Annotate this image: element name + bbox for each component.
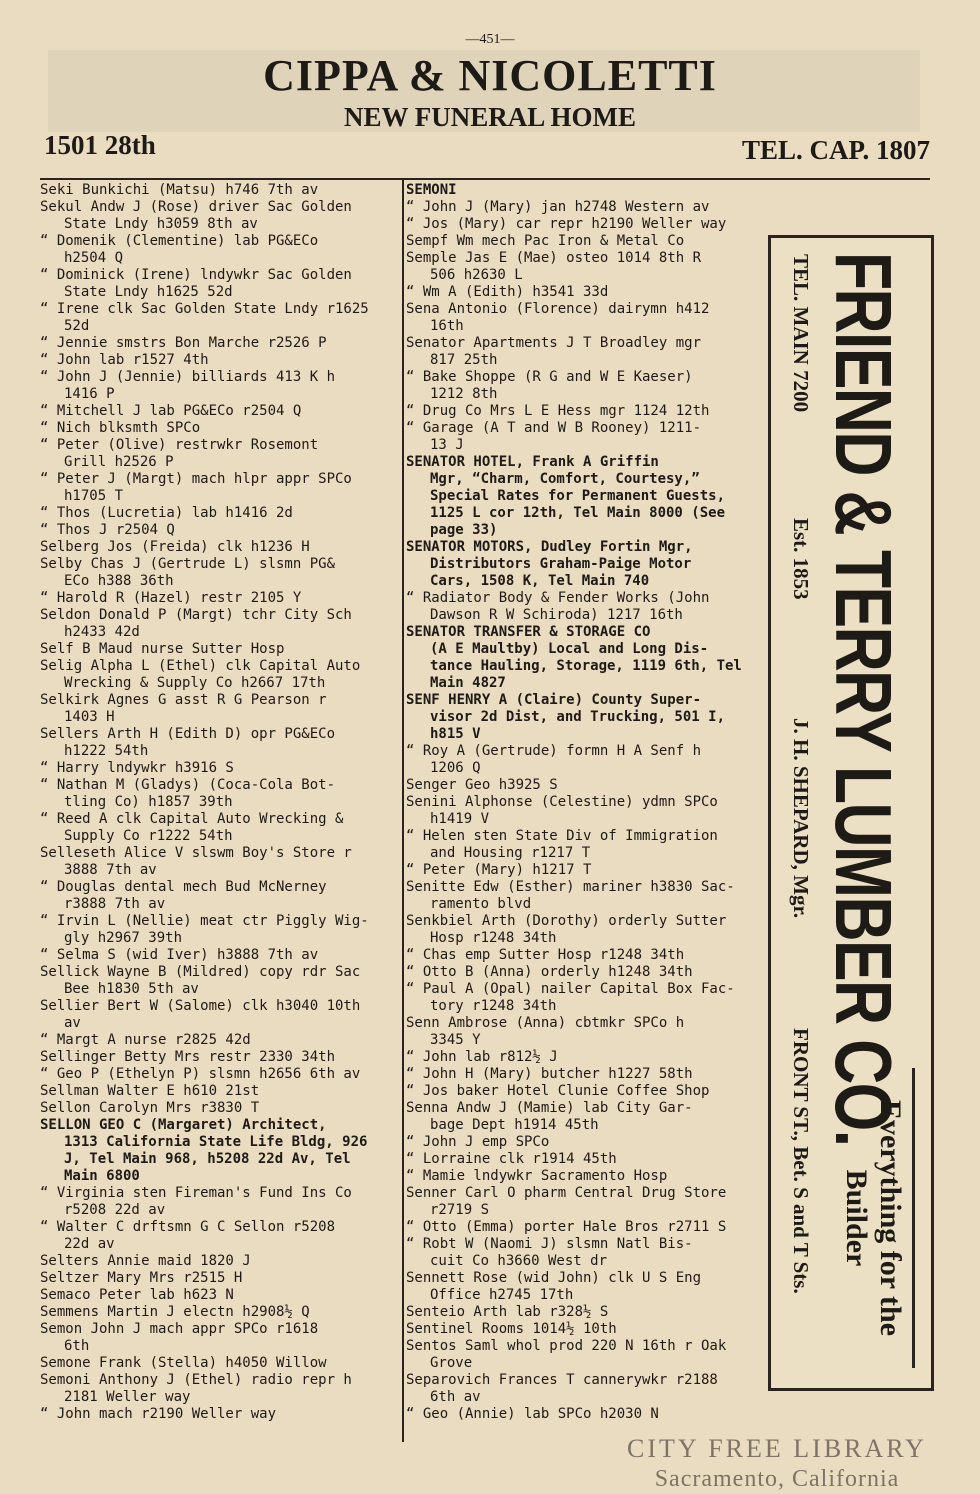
directory-entry: Main 6800 [64, 1168, 140, 1184]
directory-entry: Selberg Jos (Freida) clk h1236 H [40, 539, 310, 555]
directory-entry: “ Mitchell J lab PG&ECo r2504 Q [40, 403, 302, 419]
directory-entry: Dawson R W Schiroda) 1217 16th [430, 607, 683, 623]
directory-entry: “ Walter C drftsmn G C Sellon r5208 [40, 1219, 336, 1235]
directory-entry: “ Harold R (Hazel) restr 2105 Y [40, 590, 302, 606]
ad-phone: TEL. MAIN 7200 [789, 254, 813, 413]
directory-entry: Seki Bunkichi (Matsu) h746 7th av [40, 182, 319, 198]
directory-entry: Self B Maud nurse Sutter Hosp [40, 641, 285, 657]
directory-entry: 3345 Y [430, 1032, 481, 1048]
directory-entry: SEMONI [406, 182, 457, 198]
directory-entry: Main 4827 [430, 675, 506, 691]
directory-entry: Senator Apartments J T Broadley mgr [406, 335, 702, 351]
directory-entry: 13 J [430, 437, 464, 453]
directory-entry: Semoni Anthony J (Ethel) radio repr h [40, 1372, 352, 1388]
directory-entry: “ Irene clk Sac Golden State Lndy r1625 [40, 301, 369, 317]
directory-entry: Senger Geo h3925 S [406, 777, 558, 793]
directory-entry: Sellier Bert W (Salome) clk h3040 10th [40, 998, 361, 1014]
directory-entry: SENATOR TRANSFER & STORAGE CO [406, 624, 651, 640]
directory-entry: 1206 Q [430, 760, 481, 776]
directory-entry: 1403 H [64, 709, 115, 725]
ad-tagline-rule [912, 1068, 915, 1368]
directory-entry: “ John lab r812½ J [406, 1049, 558, 1065]
directory-entry: “ Virginia sten Fireman's Fund Ins Co [40, 1185, 352, 1201]
directory-entry: h815 V [430, 726, 481, 742]
ad-company-name: FRIEND & TERRY LUMBER CO. [819, 252, 908, 1146]
directory-entry: 6th [64, 1338, 90, 1354]
directory-entry: “ Douglas dental mech Bud McNerney [40, 879, 327, 895]
header-address: 1501 28th [44, 130, 156, 160]
directory-entry: State Lndy h1625 52d [64, 284, 233, 300]
directory-entry: “ Nich blksmth SPCo [40, 420, 201, 436]
directory-entry: 6th av [430, 1389, 481, 1405]
directory-entry: Semaco Peter lab h623 N [40, 1287, 234, 1303]
directory-entry: Office h2745 17th [430, 1287, 574, 1303]
library-stamp [612, 1434, 942, 1494]
directory-entry: 506 h2630 L [430, 267, 523, 283]
directory-entry: Distributors Graham-Paige Motor [430, 556, 692, 572]
directory-entry: r2719 S [430, 1202, 490, 1218]
directory-entry: Sellick Wayne B (Mildred) copy rdr Sac [40, 964, 361, 980]
directory-entry: Sentos Saml whol prod 220 N 16th r Oak [406, 1338, 727, 1354]
directory-entry: “ John J emp SPCo [406, 1134, 550, 1150]
header-title: CIPPA & NICOLETTI [263, 51, 717, 100]
directory-entry: J, Tel Main 968, h5208 22d Av, Tel [64, 1151, 351, 1167]
directory-entry: “ Lorraine clk r1914 45th [406, 1151, 617, 1167]
ad-rotated-content [771, 238, 931, 1388]
directory-entry: tance Hauling, Storage, 1119 6th, Tel [430, 658, 742, 674]
directory-entry: ECo h388 36th [64, 573, 174, 589]
directory-entry: r3888 7th av [64, 896, 166, 912]
stamp-line-1: CITY FREE LIBRARY [627, 1434, 927, 1463]
directory-entry: bage Dept h1914 45th [430, 1117, 599, 1133]
directory-entry: “ Peter (Olive) restrwkr Rosemont [40, 437, 319, 453]
ad-manager: J. H. SHEPARD, Mgr. [789, 718, 813, 919]
lumber-advertisement [768, 235, 934, 1391]
ad-established: Est. 1853 [789, 518, 813, 600]
directory-entry: 1416 P [64, 386, 115, 402]
directory-entry: “ Dominick (Irene) lndywkr Sac Golden [40, 267, 352, 283]
directory-entry: Wrecking & Supply Co h2667 17th [64, 675, 326, 691]
directory-entry: “ John J (Mary) jan h2748 Western av [406, 199, 710, 215]
directory-entry: “ Jos baker Hotel Clunie Coffee Shop [406, 1083, 710, 1099]
directory-entry: Senini Alphonse (Celestine) ydmn SPCo [406, 794, 718, 810]
directory-entry: “ Geo P (Ethelyn P) slsmn h2656 6th av [40, 1066, 361, 1082]
directory-entry: SELLON GEO C (Margaret) Architect, [40, 1117, 327, 1133]
directory-entry: Senitte Edw (Esther) mariner h3830 Sac- [406, 879, 735, 895]
directory-entry: Special Rates for Permanent Guests, [430, 488, 726, 504]
directory-entry: Sentinel Rooms 1014½ 10th [406, 1321, 617, 1337]
directory-entry: r5208 22d av [64, 1202, 166, 1218]
directory-entry: 2181 Weller way [64, 1389, 191, 1405]
directory-entry: “ Paul A (Opal) nailer Capital Box Fac- [406, 981, 735, 997]
directory-entry: “ Helen sten State Div of Immigration [406, 828, 718, 844]
ad-address: FRONT ST., Bet. S and T Sts. [789, 1028, 813, 1294]
directory-entry: SENATOR MOTORS, Dudley Fortin Mgr, [406, 539, 693, 555]
directory-entry: 1125 L cor 12th, Tel Main 8000 (See [430, 505, 726, 521]
directory-entry: “ Otto (Emma) porter Hale Bros r2711 S [406, 1219, 727, 1235]
directory-entry: Sellon Carolyn Mrs r3830 T [40, 1100, 260, 1116]
directory-entry: SENF HENRY A (Claire) County Super- [406, 692, 702, 708]
directory-entry: Grove [430, 1355, 473, 1371]
left-column [40, 182, 396, 1423]
directory-entry: “ Wm A (Edith) h3541 33d [406, 284, 609, 300]
directory-entry: “ Selma S (wid Iver) h3888 7th av [40, 947, 319, 963]
column-divider [402, 180, 404, 1442]
directory-entry: Selters Annie maid 1820 J [40, 1253, 251, 1269]
directory-entry: 16th [430, 318, 464, 334]
directory-entry: “ Thos J r2504 Q [40, 522, 175, 538]
directory-entry: h2504 Q [64, 250, 124, 266]
directory-entry: Sellman Walter E h610 21st [40, 1083, 260, 1099]
directory-entry: 22d av [64, 1236, 115, 1252]
directory-entry: “ Radiator Body & Fender Works (John [406, 590, 710, 606]
directory-entry: SENATOR HOTEL, Frank A Griffin [406, 454, 659, 470]
stamp-line-2: Sacramento, California [654, 1466, 900, 1492]
directory-entry: “ Otto B (Anna) orderly h1248 34th [406, 964, 693, 980]
directory-entry: Selkirk Agnes G asst R G Pearson r [40, 692, 327, 708]
directory-entry: tory r1248 34th [430, 998, 557, 1014]
directory-entry: “ Domenik (Clementine) lab PG&ECo [40, 233, 319, 249]
directory-entry: Separovich Frances T cannerywkr r2188 [406, 1372, 718, 1388]
directory-entry: 1212 8th [430, 386, 498, 402]
directory-entry: Semone Frank (Stella) h4050 Willow [40, 1355, 327, 1371]
directory-entry: “ Reed A clk Capital Auto Wrecking & [40, 811, 344, 827]
directory-entry: “ John mach r2190 Weller way [40, 1406, 277, 1422]
directory-entry: “ Jennie smstrs Bon Marche r2526 P [40, 335, 327, 351]
directory-entry: Sena Antonio (Florence) dairymn h412 [406, 301, 710, 317]
directory-entry: “ Harry lndywkr h3916 S [40, 760, 234, 776]
directory-entry: “ Irvin L (Nellie) meat ctr Piggly Wig- [40, 913, 369, 929]
directory-entry: 52d [64, 318, 90, 334]
directory-entry: Sellers Arth H (Edith D) opr PG&ECo [40, 726, 336, 742]
directory-entry: Hosp r1248 34th [430, 930, 557, 946]
directory-entry: 3888 7th av [64, 862, 157, 878]
directory-entry: Selby Chas J (Gertrude L) slsmn PG& [40, 556, 336, 572]
directory-entry: Seldon Donald P (Margt) tchr City Sch [40, 607, 352, 623]
directory-entry: “ Chas emp Sutter Hosp r1248 34th [406, 947, 685, 963]
directory-entry: Semmens Martin J electn h2908½ Q [40, 1304, 310, 1320]
directory-entry: Supply Co r1222 54th [64, 828, 233, 844]
directory-entry: and Housing r1217 T [430, 845, 591, 861]
directory-entry: h1222 54th [64, 743, 149, 759]
directory-entry: “ Peter (Mary) h1217 T [406, 862, 592, 878]
directory-entry: (A E Maultby) Local and Long Dis- [430, 641, 709, 657]
directory-entry: Sekul Andw J (Rose) driver Sac Golden [40, 199, 352, 215]
directory-entry: Senn Ambrose (Anna) cbtmkr SPCo h [406, 1015, 685, 1031]
directory-entry: “ Bake Shoppe (R G and W E Kaeser) [406, 369, 693, 385]
directory-entry: Selleseth Alice V slswm Boy's Store r [40, 845, 352, 861]
directory-entry: “ Thos (Lucretia) lab h1416 2d [40, 505, 293, 521]
directory-entry: gly h2967 39th [64, 930, 183, 946]
directory-entry: “ Jos (Mary) car repr h2190 Weller way [406, 216, 727, 232]
directory-entry: “ Drug Co Mrs L E Hess mgr 1124 12th [406, 403, 710, 419]
directory-entry: ramento blvd [430, 896, 532, 912]
directory-entry: “ Garage (A T and W B Rooney) 1211- [406, 420, 702, 436]
directory-entry: h1705 T [64, 488, 124, 504]
directory-entry: Senna Andw J (Mamie) lab City Gar- [406, 1100, 693, 1116]
directory-entry: Semon John J mach appr SPCo r1618 [40, 1321, 319, 1337]
directory-entry: “ John lab r1527 4th [40, 352, 209, 368]
directory-entry: “ Roy A (Gertrude) formn H A Senf h [406, 743, 702, 759]
directory-entry: “ Peter J (Margt) mach hlpr appr SPCo [40, 471, 352, 487]
directory-entry: visor 2d Dist, and Trucking, 501 I, [430, 709, 726, 725]
directory-entry: h1419 V [430, 811, 490, 827]
header-phone: TEL. CAP. 1807 [741, 135, 930, 165]
header-subtitle: NEW FUNERAL HOME [343, 102, 637, 132]
directory-entry: page 33) [430, 522, 498, 538]
directory-entry: Senkbiel Arth (Dorothy) orderly Sutter [406, 913, 727, 929]
directory-entry: Mgr, “Charm, Comfort, Courtesy,” [430, 471, 700, 487]
header-rule [40, 178, 930, 180]
directory-entry: tling Co) h1857 39th [64, 794, 233, 810]
directory-entry: cuit Co h3660 West dr [430, 1253, 608, 1269]
directory-entry: “ Robt W (Naomi J) slsmn Natl Bis- [406, 1236, 693, 1252]
directory-entry: h2433 42d [64, 624, 140, 640]
directory-entry: “ John H (Mary) butcher h1227 58th [406, 1066, 693, 1082]
directory-entry: Seltzer Mary Mrs r2515 H [40, 1270, 243, 1286]
directory-entry: Sennett Rose (wid John) clk U S Eng [406, 1270, 702, 1286]
directory-entry: State Lndy h3059 8th av [64, 216, 258, 232]
directory-entry: Selig Alpha L (Ethel) clk Capital Auto [40, 658, 361, 674]
page-number: —451— [465, 32, 515, 47]
directory-entry: Cars, 1508 K, Tel Main 740 [430, 573, 650, 589]
ad-tagline: Everything for the Builder [840, 1099, 907, 1337]
directory-entry: “ Nathan M (Gladys) (Coca-Cola Bot- [40, 777, 336, 793]
directory-entry: Senteio Arth lab r328½ S [406, 1304, 609, 1320]
directory-entry: Grill h2526 P [64, 454, 174, 470]
directory-entry: Semple Jas E (Mae) osteo 1014 8th R [406, 250, 702, 266]
directory-entry: 1313 California State Life Bldg, 926 [64, 1134, 368, 1150]
directory-entry: 817 25th [430, 352, 498, 368]
directory-entry: “ John J (Jennie) billiards 413 K h [40, 369, 336, 385]
directory-entry: av [64, 1015, 81, 1031]
directory-entry: Sempf Wm mech Pac Iron & Metal Co [406, 233, 685, 249]
directory-entry: Bee h1830 5th av [64, 981, 199, 997]
directory-entry: “ Mamie lndywkr Sacramento Hosp [406, 1168, 668, 1184]
directory-entry: “ Margt A nurse r2825 42d [40, 1032, 251, 1048]
directory-entry: “ Geo (Annie) lab SPCo h2030 N [406, 1406, 659, 1422]
directory-entry: Senner Carl O pharm Central Drug Store [406, 1185, 727, 1201]
right-column [406, 182, 762, 1423]
directory-entry: Sellinger Betty Mrs restr 2330 34th [40, 1049, 336, 1065]
